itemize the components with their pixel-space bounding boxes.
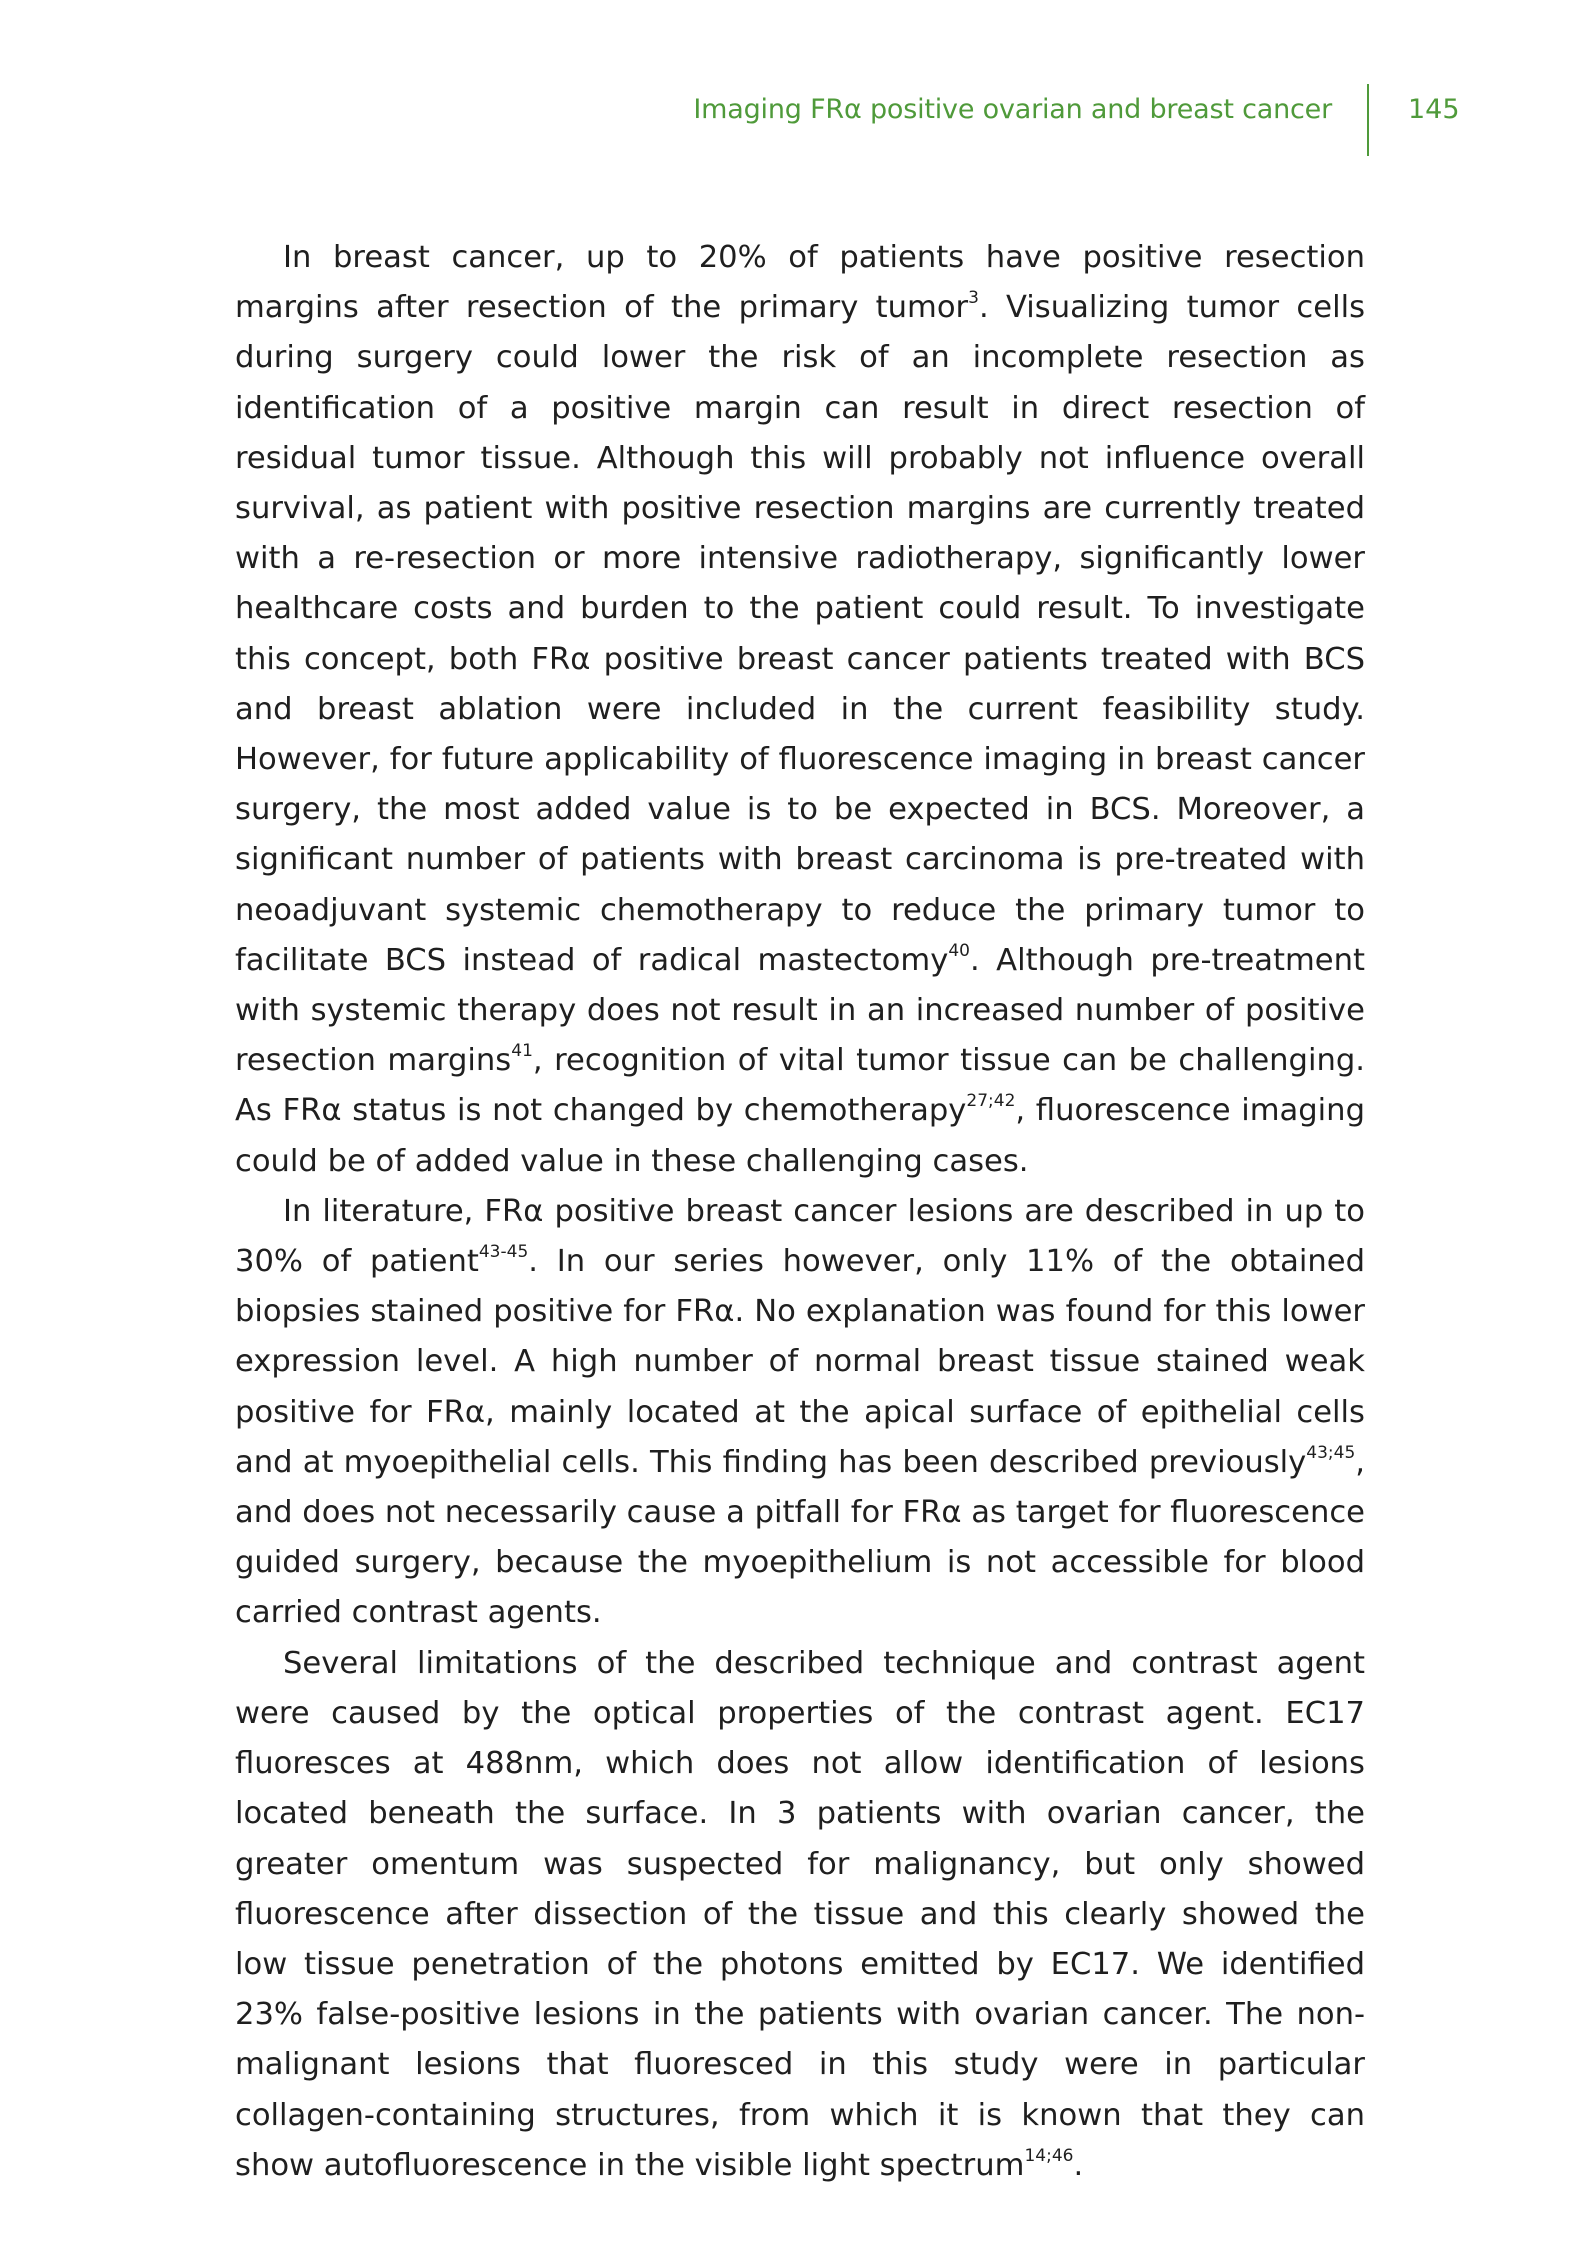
citation-superscript: 41 bbox=[511, 1041, 533, 1062]
text-run: , fluorescence imaging could be of added value in these challenging cases. bbox=[235, 1093, 1365, 1179]
text-run: . Although pre-treatment with systemic therapy does not result in an increased number of positive resection margins bbox=[235, 942, 1365, 1079]
text-run: . In our series however, only 11% of the obtained biopsies stained positive for FRα. No explanation was found for this lower expression level. A high number of normal breast tissue stained weak positive for FRα, mainly located at the apical surface of epithelial cells and at myoepithelial cells. This finding has been described previously bbox=[235, 1244, 1365, 1480]
paragraph bbox=[235, 1639, 1365, 2191]
text-run: , and does not necessarily cause a pitfall for FRα as target for fluorescence guided surgery, because the myoepithelium is not accessible for blood carried contrast agents. bbox=[235, 1444, 1365, 1631]
citation-superscript: 43-45 bbox=[478, 1242, 529, 1263]
body-text bbox=[235, 233, 1365, 2191]
paragraph bbox=[235, 233, 1365, 1187]
citation-superscript: 27;42 bbox=[966, 1091, 1016, 1112]
text-run: In breast cancer, up to 20% of patients have positive resection margins after resection of the primary tumor bbox=[235, 240, 1365, 326]
citation-superscript: 14;46 bbox=[1024, 2145, 1074, 2166]
page-number: 145 bbox=[1408, 94, 1460, 125]
paragraph bbox=[235, 1187, 1365, 1639]
running-header-title: Imaging FRα positive ovarian and breast cancer bbox=[693, 94, 1332, 125]
header-divider bbox=[1367, 84, 1369, 156]
citation-superscript: 43;45 bbox=[1306, 1442, 1356, 1463]
text-run: Several limitations of the described technique and contrast agent were caused by the optical properties of the contrast agent. EC17 fluoresces at 488nm, which does not allow identification of lesions located beneath the surface. In 3 patients with ovarian cancer, the greater omentum was suspected for malignancy, but only showed fluorescence after dissection of the tissue and this clearly showed the low tissue penetration of the photons emitted by EC17. We identified 23% false-positive lesions in the patients with ovarian cancer. The non-malignant lesions that fluoresced in this study were in particular collagen-containing structures, from which it is known that they can show autofluorescence in the visible light spectrum bbox=[235, 1645, 1365, 2183]
text-run: In literature, FRα positive breast cancer lesions are described in up to 30% of patient bbox=[235, 1193, 1365, 1280]
text-run: . Visualizing tumor cells during surgery could lower the risk of an incomplete resection as identification of a positive margin can result in direct resection of residual tumor tissue. Although this will probably not influence overall survival, as patient with positive resection margins are currently treated with a re-resection or more intensive radiotherapy, significantly lower healthcare costs and burden to the patient could result. To investigate this concept, both FRα positive breast cancer patients treated with BCS and breast ablation were included in the current feasibility study. However, for future applicability of fluorescence imaging in breast cancer surgery, the most added value is to be expected in BCS. Moreover, a significant number of patients with breast carcinoma is pre-treated with neoadjuvant systemic chemotherapy to reduce the primary tumor to facilitate BCS instead of radical mastectomy bbox=[235, 290, 1366, 978]
text-run: , recognition of vital tumor tissue can be challenging. As FRα status is not changed by chemotherapy bbox=[235, 1043, 1365, 1129]
text-run: . bbox=[1073, 2147, 1084, 2183]
citation-superscript: 40 bbox=[948, 940, 970, 961]
citation-superscript: 3 bbox=[968, 288, 979, 309]
